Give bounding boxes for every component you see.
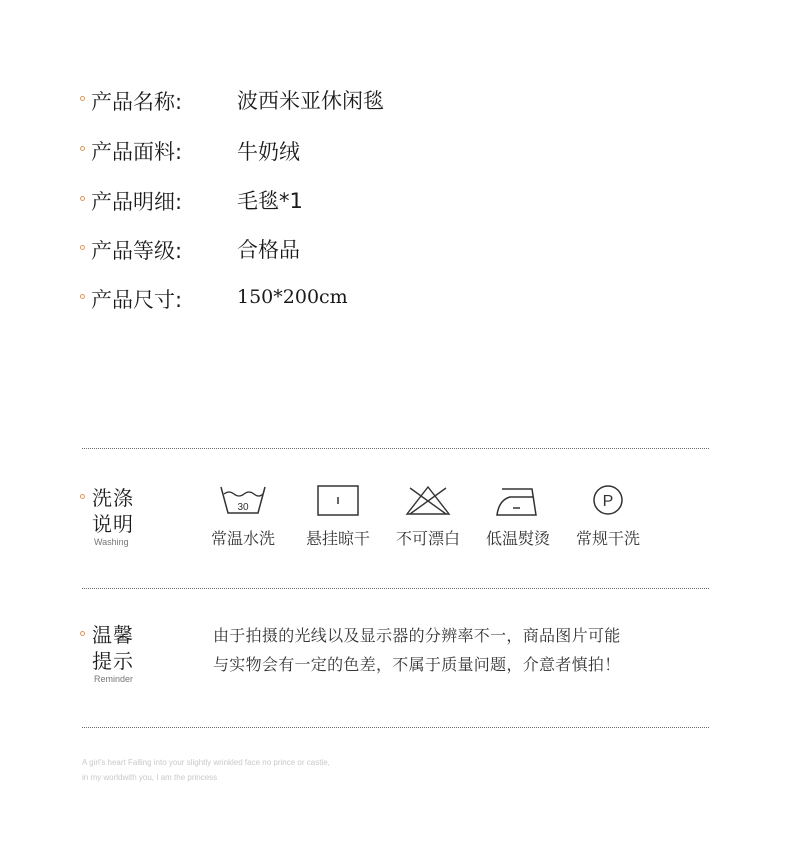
spec-value-fabric: 牛奶绒: [237, 140, 300, 164]
dry-clean-icon: [584, 484, 632, 516]
bullet-dot: [80, 196, 85, 201]
washing-title: [92, 485, 134, 537]
care-label-dry-clean: 常规干洗: [575, 529, 640, 548]
bullet-dot: [80, 631, 85, 636]
spec-value-size: 150*200cm: [237, 286, 348, 308]
divider: [82, 727, 709, 728]
spec-label-fabric: 产品面料:: [91, 140, 183, 164]
reminder-text-line1: 由于拍摄的光线以及显示器的分辨率不一，商品图片可能: [213, 626, 621, 645]
bullet-dot: [80, 146, 85, 151]
no-bleach-icon: [404, 484, 452, 516]
tagline-line2: in my worldwith you, I am the princess: [82, 773, 218, 782]
reminder-text-line2: 与实物会有一定的色差，不属于质量问题，介意者慎拍！: [213, 655, 621, 674]
care-label-hang-dry: 悬挂晾干: [305, 529, 370, 548]
spec-label-name: 产品名称:: [91, 90, 183, 114]
spec-label-size: 产品尺寸:: [91, 288, 183, 312]
washing-title-line2: 说明: [92, 512, 134, 536]
care-item-dry-clean: [563, 484, 653, 549]
reminder-title-line2: 提示: [92, 649, 134, 673]
spec-label-detail: 产品明细:: [91, 190, 183, 214]
care-label-no-bleach: 不可漂白: [395, 529, 460, 548]
divider: [82, 588, 709, 589]
tagline-line1: A girl's heart Falling into your slightly wrinkled face no prince or castle,: [82, 758, 330, 767]
bullet-dot: [80, 494, 85, 499]
hang-dry-icon: [314, 484, 362, 516]
wash-temp-label: 30: [237, 502, 249, 513]
care-label-wash: 常温水洗: [210, 529, 275, 548]
care-item-low-iron: [473, 484, 563, 549]
care-label-low-iron: 低温熨烫: [485, 529, 550, 548]
reminder-title-line1: 温馨: [92, 623, 134, 647]
spec-value-detail: 毛毯*1: [237, 189, 303, 213]
spec-label-grade: 产品等级:: [91, 239, 183, 263]
wash-30-icon: [219, 484, 267, 516]
dry-clean-symbol: P: [602, 493, 614, 510]
bullet-dot: [80, 294, 85, 299]
reminder-title: [92, 622, 134, 674]
care-item-no-bleach: [383, 484, 473, 549]
low-iron-icon: [494, 484, 542, 516]
care-item-hang-dry: [293, 484, 383, 549]
spec-value-name: 波西米亚休闲毯: [237, 89, 384, 113]
care-item-wash: [198, 484, 288, 549]
bullet-dot: [80, 245, 85, 250]
bullet-dot: [80, 96, 85, 101]
spec-value-grade: 合格品: [237, 238, 300, 262]
washing-title-line1: 洗涤: [92, 486, 134, 510]
washing-subtitle: Washing: [94, 537, 129, 547]
divider: [82, 448, 709, 449]
reminder-subtitle: Reminder: [94, 674, 134, 684]
